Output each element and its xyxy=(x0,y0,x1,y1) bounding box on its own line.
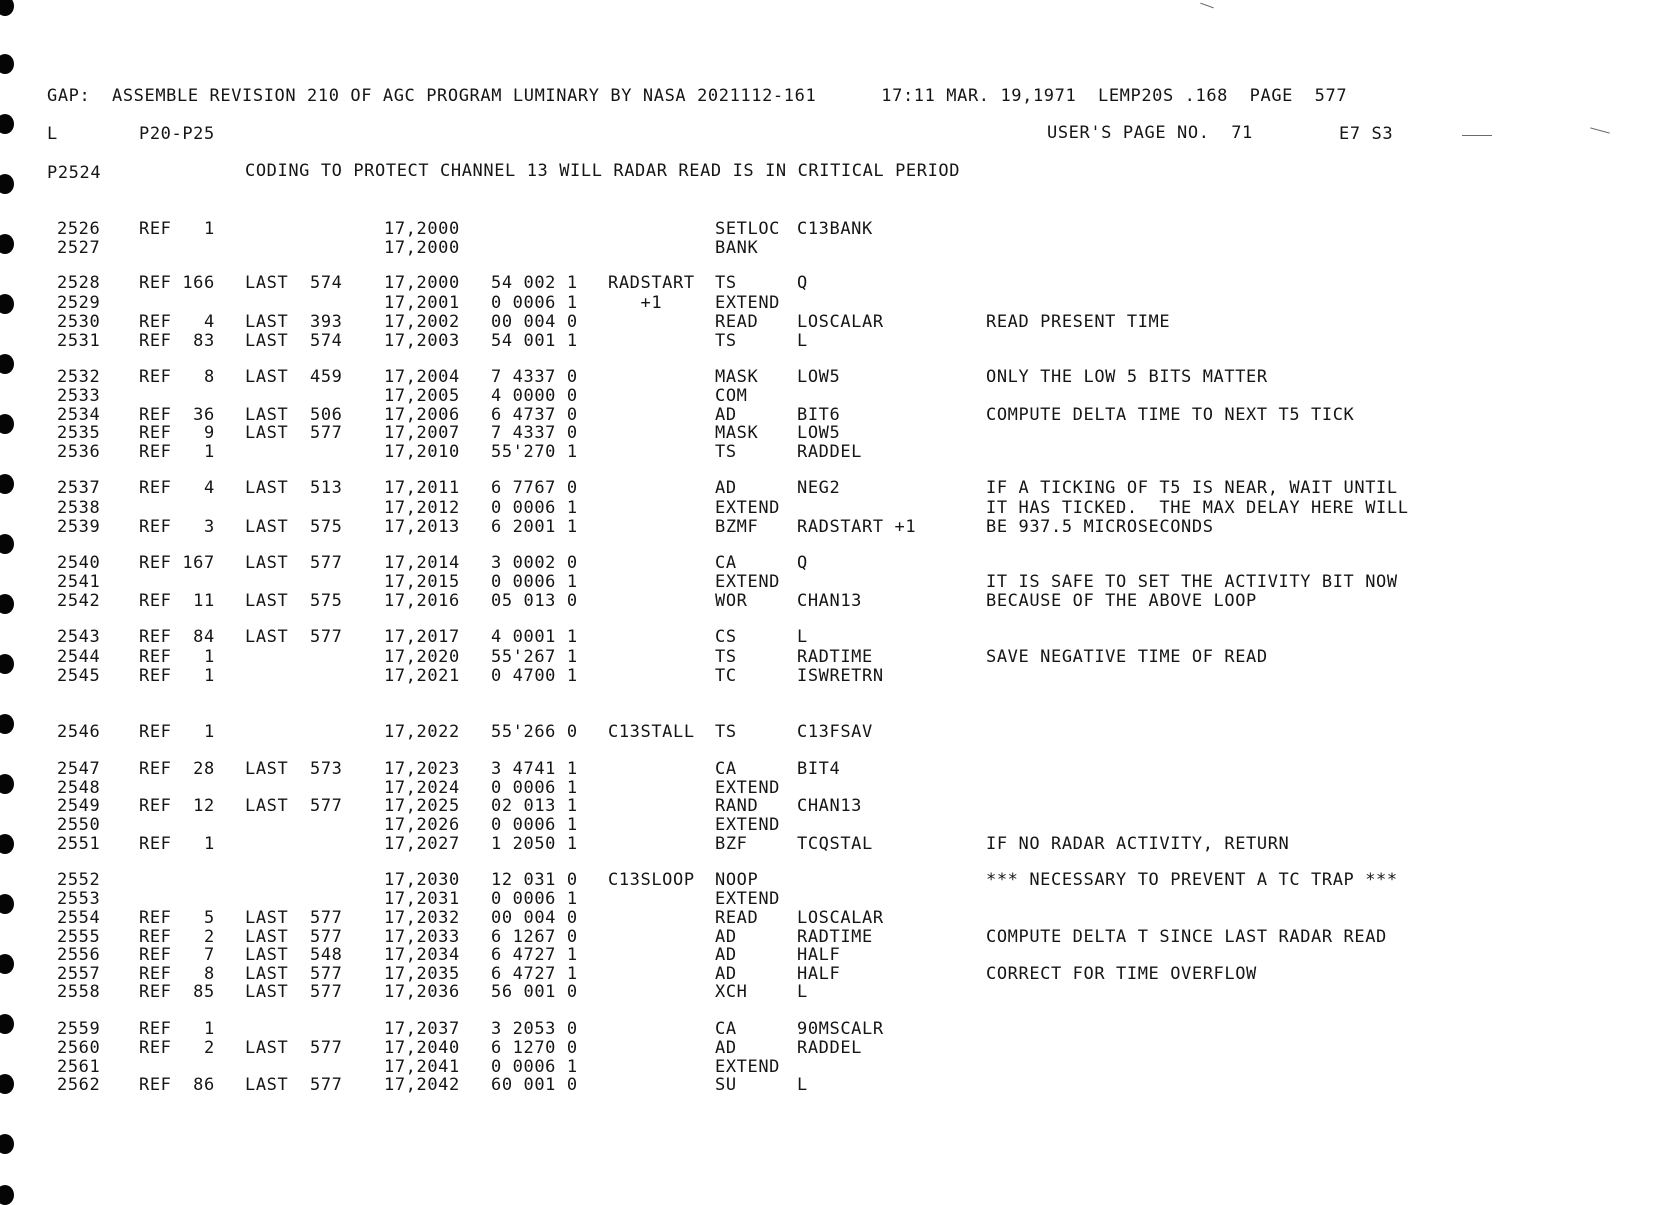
last-ref: LAST 513 xyxy=(245,478,343,498)
paper-mark xyxy=(1200,3,1213,9)
address: 17,2010 xyxy=(384,442,460,462)
operand: TCQSTAL xyxy=(797,834,873,854)
comment: IT IS SAFE TO SET THE ACTIVITY BIT NOW xyxy=(986,572,1398,592)
line-number: 2548 xyxy=(57,778,101,798)
ref-count: REF 83 xyxy=(139,331,215,351)
address: 17,2036 xyxy=(384,982,460,1002)
line-number: 2533 xyxy=(57,386,101,406)
address: 17,2021 xyxy=(384,666,460,686)
comment: COMPUTE DELTA T SINCE LAST RADAR READ xyxy=(986,927,1387,947)
opcode: READ xyxy=(715,908,759,928)
octal-code: 0 0006 1 xyxy=(491,815,578,835)
address: 17,2020 xyxy=(384,647,460,667)
ref-count: REF 1 xyxy=(139,1019,215,1039)
opcode: AD xyxy=(715,478,737,498)
feed-hole xyxy=(0,954,14,974)
opcode: EXTEND xyxy=(715,572,781,592)
ref-count: REF 2 xyxy=(139,1038,215,1058)
operand: L xyxy=(797,331,808,351)
octal-code: 54 001 1 xyxy=(491,331,578,351)
line-number: 2561 xyxy=(57,1057,101,1077)
address: 17,2007 xyxy=(384,423,460,443)
octal-code: 4 0001 1 xyxy=(491,627,578,647)
address: 17,2004 xyxy=(384,367,460,387)
octal-code: 0 0006 1 xyxy=(491,889,578,909)
operand: RADTIME xyxy=(797,927,873,947)
operand: 90MSCALR xyxy=(797,1019,884,1039)
octal-code: 6 2001 1 xyxy=(491,517,578,537)
feed-hole xyxy=(0,1185,14,1205)
operand: C13FSAV xyxy=(797,722,873,742)
opcode: TS xyxy=(715,722,737,742)
operand: L xyxy=(797,1075,808,1095)
feed-hole xyxy=(0,54,14,74)
address: 17,2024 xyxy=(384,778,460,798)
last-ref: LAST 548 xyxy=(245,945,343,965)
ref-count: REF 166 xyxy=(139,273,215,293)
ref-count: REF 7 xyxy=(139,945,215,965)
operand: BIT4 xyxy=(797,759,841,779)
octal-code: 55'266 0 xyxy=(491,722,578,742)
user-page-number: USER'S PAGE NO. 71 xyxy=(1047,123,1253,143)
opcode: MASK xyxy=(715,367,759,387)
opcode: AD xyxy=(715,405,737,425)
line-number: 2547 xyxy=(57,759,101,779)
last-ref: LAST 574 xyxy=(245,331,343,351)
opcode: TS xyxy=(715,442,737,462)
operand: LOSCALAR xyxy=(797,908,884,928)
line-number: 2553 xyxy=(57,889,101,909)
opcode: MASK xyxy=(715,423,759,443)
octal-code: 3 0002 0 xyxy=(491,553,578,573)
ref-count: REF 4 xyxy=(139,478,215,498)
ref-count: REF 8 xyxy=(139,964,215,984)
comment: IT HAS TICKED. THE MAX DELAY HERE WILL xyxy=(986,498,1409,518)
opcode: SU xyxy=(715,1075,737,1095)
opcode: COM xyxy=(715,386,748,406)
line-number: 2551 xyxy=(57,834,101,854)
address: 17,2032 xyxy=(384,908,460,928)
opcode: EXTEND xyxy=(715,498,781,518)
address: 17,2011 xyxy=(384,478,460,498)
last-ref: LAST 577 xyxy=(245,982,343,1002)
address: 17,2006 xyxy=(384,405,460,425)
comment: READ PRESENT TIME xyxy=(986,312,1171,332)
operand: LOW5 xyxy=(797,423,841,443)
operand: L xyxy=(797,982,808,1002)
octal-code: 6 4737 0 xyxy=(491,405,578,425)
opcode: AD xyxy=(715,964,737,984)
octal-code: 05 013 0 xyxy=(491,591,578,611)
opcode: EXTEND xyxy=(715,293,781,313)
address: 17,2041 xyxy=(384,1057,460,1077)
octal-code: 55'270 1 xyxy=(491,442,578,462)
address: 17,2001 xyxy=(384,293,460,313)
octal-code: 1 2050 1 xyxy=(491,834,578,854)
feed-hole xyxy=(0,774,14,794)
last-ref: LAST 459 xyxy=(245,367,343,387)
octal-code: 0 0006 1 xyxy=(491,778,578,798)
opcode: CA xyxy=(715,1019,737,1039)
comment: COMPUTE DELTA TIME TO NEXT T5 TICK xyxy=(986,405,1355,425)
operand: RADDEL xyxy=(797,1038,863,1058)
feed-hole xyxy=(0,594,14,614)
feed-hole xyxy=(0,474,14,494)
address: 17,2040 xyxy=(384,1038,460,1058)
line-number: 2538 xyxy=(57,498,101,518)
feed-hole xyxy=(0,174,14,194)
address: 17,2002 xyxy=(384,312,460,332)
address: 17,2005 xyxy=(384,386,460,406)
octal-code: 6 4727 1 xyxy=(491,964,578,984)
feed-hole xyxy=(0,414,14,434)
feed-hole xyxy=(0,834,14,854)
ref-count: REF 1 xyxy=(139,666,215,686)
opcode: READ xyxy=(715,312,759,332)
section-name: P20-P25 xyxy=(139,124,215,144)
octal-code: 7 4337 0 xyxy=(491,367,578,387)
opcode: BZMF xyxy=(715,517,759,537)
line-number: 2528 xyxy=(57,273,101,293)
title-text: CODING TO PROTECT CHANNEL 13 WILL RADAR READ IS IN CRITICAL PERIOD xyxy=(245,161,961,181)
last-ref: LAST 577 xyxy=(245,796,343,816)
opcode: AD xyxy=(715,927,737,947)
ref-count: REF 1 xyxy=(139,722,215,742)
operand: LOW5 xyxy=(797,367,841,387)
operand: HALF xyxy=(797,945,841,965)
address: 17,2003 xyxy=(384,331,460,351)
octal-code: 7 4337 0 xyxy=(491,423,578,443)
line-number: 2543 xyxy=(57,627,101,647)
address: 17,2022 xyxy=(384,722,460,742)
last-ref: LAST 577 xyxy=(245,927,343,947)
line-number: 2532 xyxy=(57,367,101,387)
octal-code: 6 7767 0 xyxy=(491,478,578,498)
last-ref: LAST 574 xyxy=(245,273,343,293)
ref-count: REF 9 xyxy=(139,423,215,443)
address: 17,2016 xyxy=(384,591,460,611)
operand: HALF xyxy=(797,964,841,984)
opcode: EXTEND xyxy=(715,1057,781,1077)
opcode: BANK xyxy=(715,238,759,258)
line-number: 2545 xyxy=(57,666,101,686)
ref-count: REF 11 xyxy=(139,591,215,611)
address: 17,2013 xyxy=(384,517,460,537)
paper-mark xyxy=(1590,127,1610,133)
line-number: 2537 xyxy=(57,478,101,498)
line-number: 2554 xyxy=(57,908,101,928)
octal-code: 3 4741 1 xyxy=(491,759,578,779)
comment: IF A TICKING OF T5 IS NEAR, WAIT UNTIL xyxy=(986,478,1398,498)
label: C13SLOOP xyxy=(608,870,695,890)
operand: CHAN13 xyxy=(797,591,863,611)
feed-hole xyxy=(0,534,14,554)
feed-hole xyxy=(0,0,14,16)
octal-code: 02 013 1 xyxy=(491,796,578,816)
address: 17,2026 xyxy=(384,815,460,835)
octal-code: 6 1270 0 xyxy=(491,1038,578,1058)
line-number: 2535 xyxy=(57,423,101,443)
opcode: RAND xyxy=(715,796,759,816)
octal-code: 6 1267 0 xyxy=(491,927,578,947)
octal-code: 00 004 0 xyxy=(491,312,578,332)
address: 17,2025 xyxy=(384,796,460,816)
operand: RADTIME xyxy=(797,647,873,667)
operand: BIT6 xyxy=(797,405,841,425)
feed-hole xyxy=(0,1074,14,1094)
line-number: 2555 xyxy=(57,927,101,947)
ref-count: REF 5 xyxy=(139,908,215,928)
ref-count: REF 86 xyxy=(139,1075,215,1095)
address: 17,2034 xyxy=(384,945,460,965)
feed-hole xyxy=(0,1134,14,1154)
last-ref: LAST 577 xyxy=(245,1075,343,1095)
last-ref: LAST 577 xyxy=(245,627,343,647)
line-number: 2544 xyxy=(57,647,101,667)
section-mark: L xyxy=(47,124,58,144)
octal-code: 6 4727 1 xyxy=(491,945,578,965)
opcode: NOOP xyxy=(715,870,759,890)
label: RADSTART xyxy=(608,273,695,293)
octal-code: 0 0006 1 xyxy=(491,498,578,518)
opcode: EXTEND xyxy=(715,778,781,798)
octal-code: 0 4700 1 xyxy=(491,666,578,686)
ref-count: REF 85 xyxy=(139,982,215,1002)
feed-hole xyxy=(0,714,14,734)
last-ref: LAST 573 xyxy=(245,759,343,779)
line-number: 2546 xyxy=(57,722,101,742)
feed-hole xyxy=(0,294,14,314)
octal-code: 0 0006 1 xyxy=(491,1057,578,1077)
opcode: BZF xyxy=(715,834,748,854)
paper-mark xyxy=(1462,135,1492,136)
opcode: AD xyxy=(715,1038,737,1058)
address: 17,2030 xyxy=(384,870,460,890)
opcode: SETLOC xyxy=(715,219,781,239)
operand: Q xyxy=(797,273,808,293)
feed-hole xyxy=(0,1014,14,1034)
octal-code: 56 001 0 xyxy=(491,982,578,1002)
line-number: 2530 xyxy=(57,312,101,332)
comment: BECAUSE OF THE ABOVE LOOP xyxy=(986,591,1257,611)
comment: BE 937.5 MICROSECONDS xyxy=(986,517,1214,537)
operand: ISWRETRN xyxy=(797,666,884,686)
ref-count: REF 12 xyxy=(139,796,215,816)
label: +1 xyxy=(608,293,663,313)
line-number: 2527 xyxy=(57,238,101,258)
address: 17,2035 xyxy=(384,964,460,984)
address: 17,2014 xyxy=(384,553,460,573)
ref-count: REF 3 xyxy=(139,517,215,537)
last-ref: LAST 577 xyxy=(245,908,343,928)
opcode: CA xyxy=(715,759,737,779)
line-number: 2549 xyxy=(57,796,101,816)
opcode: WOR xyxy=(715,591,748,611)
last-ref: LAST 577 xyxy=(245,553,343,573)
ref-count: REF 1 xyxy=(139,442,215,462)
ref-count: REF 28 xyxy=(139,759,215,779)
line-number: 2541 xyxy=(57,572,101,592)
address: 17,2037 xyxy=(384,1019,460,1039)
title-label: P2524 xyxy=(47,163,102,183)
address: 17,2031 xyxy=(384,889,460,909)
header-line: GAP: ASSEMBLE REVISION 210 OF AGC PROGRAM LUMINARY BY NASA 2021112-161 17:11 MAR. 19,1971 LEMP20S .168 PAGE 577 xyxy=(47,86,1348,106)
operand: RADSTART +1 xyxy=(797,517,917,537)
line-number: 2540 xyxy=(57,553,101,573)
ref-count: REF 8 xyxy=(139,367,215,387)
line-number: 2536 xyxy=(57,442,101,462)
line-number: 2552 xyxy=(57,870,101,890)
last-ref: LAST 393 xyxy=(245,312,343,332)
line-number: 2558 xyxy=(57,982,101,1002)
ref-count: REF 167 xyxy=(139,553,215,573)
opcode: TS xyxy=(715,647,737,667)
label: C13STALL xyxy=(608,722,695,742)
last-ref: LAST 575 xyxy=(245,591,343,611)
address: 17,2000 xyxy=(384,219,460,239)
operand: RADDEL xyxy=(797,442,863,462)
octal-code: 0 0006 1 xyxy=(491,572,578,592)
ref-count: REF 2 xyxy=(139,927,215,947)
address: 17,2015 xyxy=(384,572,460,592)
opcode: CA xyxy=(715,553,737,573)
feed-hole xyxy=(0,234,14,254)
operand: C13BANK xyxy=(797,219,873,239)
comment: CORRECT FOR TIME OVERFLOW xyxy=(986,964,1257,984)
opcode: EXTEND xyxy=(715,815,781,835)
octal-code: 3 2053 0 xyxy=(491,1019,578,1039)
line-number: 2550 xyxy=(57,815,101,835)
operand: L xyxy=(797,627,808,647)
ref-count: REF 1 xyxy=(139,219,215,239)
line-number: 2531 xyxy=(57,331,101,351)
opcode: TS xyxy=(715,331,737,351)
feed-hole xyxy=(0,114,14,134)
opcode: CS xyxy=(715,627,737,647)
line-number: 2560 xyxy=(57,1038,101,1058)
opcode: TC xyxy=(715,666,737,686)
line-number: 2556 xyxy=(57,945,101,965)
last-ref: LAST 577 xyxy=(245,423,343,443)
opcode: AD xyxy=(715,945,737,965)
line-number: 2542 xyxy=(57,591,101,611)
address: 17,2023 xyxy=(384,759,460,779)
ref-count: REF 1 xyxy=(139,834,215,854)
ref-count: REF 4 xyxy=(139,312,215,332)
ref-count: REF 1 xyxy=(139,647,215,667)
address: 17,2042 xyxy=(384,1075,460,1095)
comment: ONLY THE LOW 5 BITS MATTER xyxy=(986,367,1268,387)
feed-hole xyxy=(0,654,14,674)
octal-code: 0 0006 1 xyxy=(491,293,578,313)
last-ref: LAST 577 xyxy=(245,1038,343,1058)
sheet-code: E7 S3 xyxy=(1339,124,1394,144)
opcode: TS xyxy=(715,273,737,293)
address: 17,2000 xyxy=(384,273,460,293)
address: 17,2000 xyxy=(384,238,460,258)
line-number: 2534 xyxy=(57,405,101,425)
octal-code: 00 004 0 xyxy=(491,908,578,928)
feed-hole xyxy=(0,354,14,374)
comment: *** NECESSARY TO PREVENT A TC TRAP *** xyxy=(986,870,1398,890)
line-number: 2526 xyxy=(57,219,101,239)
opcode: XCH xyxy=(715,982,748,1002)
address: 17,2012 xyxy=(384,498,460,518)
operand: LOSCALAR xyxy=(797,312,884,332)
line-number: 2529 xyxy=(57,293,101,313)
feed-hole xyxy=(0,894,14,914)
comment: SAVE NEGATIVE TIME OF READ xyxy=(986,647,1268,667)
last-ref: LAST 575 xyxy=(245,517,343,537)
comment: IF NO RADAR ACTIVITY, RETURN xyxy=(986,834,1290,854)
address: 17,2017 xyxy=(384,627,460,647)
last-ref: LAST 506 xyxy=(245,405,343,425)
ref-count: REF 36 xyxy=(139,405,215,425)
octal-code: 4 0000 0 xyxy=(491,386,578,406)
line-number: 2557 xyxy=(57,964,101,984)
line-number: 2539 xyxy=(57,517,101,537)
opcode: EXTEND xyxy=(715,889,781,909)
octal-code: 60 001 0 xyxy=(491,1075,578,1095)
octal-code: 55'267 1 xyxy=(491,647,578,667)
line-number: 2559 xyxy=(57,1019,101,1039)
octal-code: 12 031 0 xyxy=(491,870,578,890)
line-number: 2562 xyxy=(57,1075,101,1095)
address: 17,2027 xyxy=(384,834,460,854)
address: 17,2033 xyxy=(384,927,460,947)
operand: CHAN13 xyxy=(797,796,863,816)
octal-code: 54 002 1 xyxy=(491,273,578,293)
operand: Q xyxy=(797,553,808,573)
ref-count: REF 84 xyxy=(139,627,215,647)
last-ref: LAST 577 xyxy=(245,964,343,984)
operand: NEG2 xyxy=(797,478,841,498)
